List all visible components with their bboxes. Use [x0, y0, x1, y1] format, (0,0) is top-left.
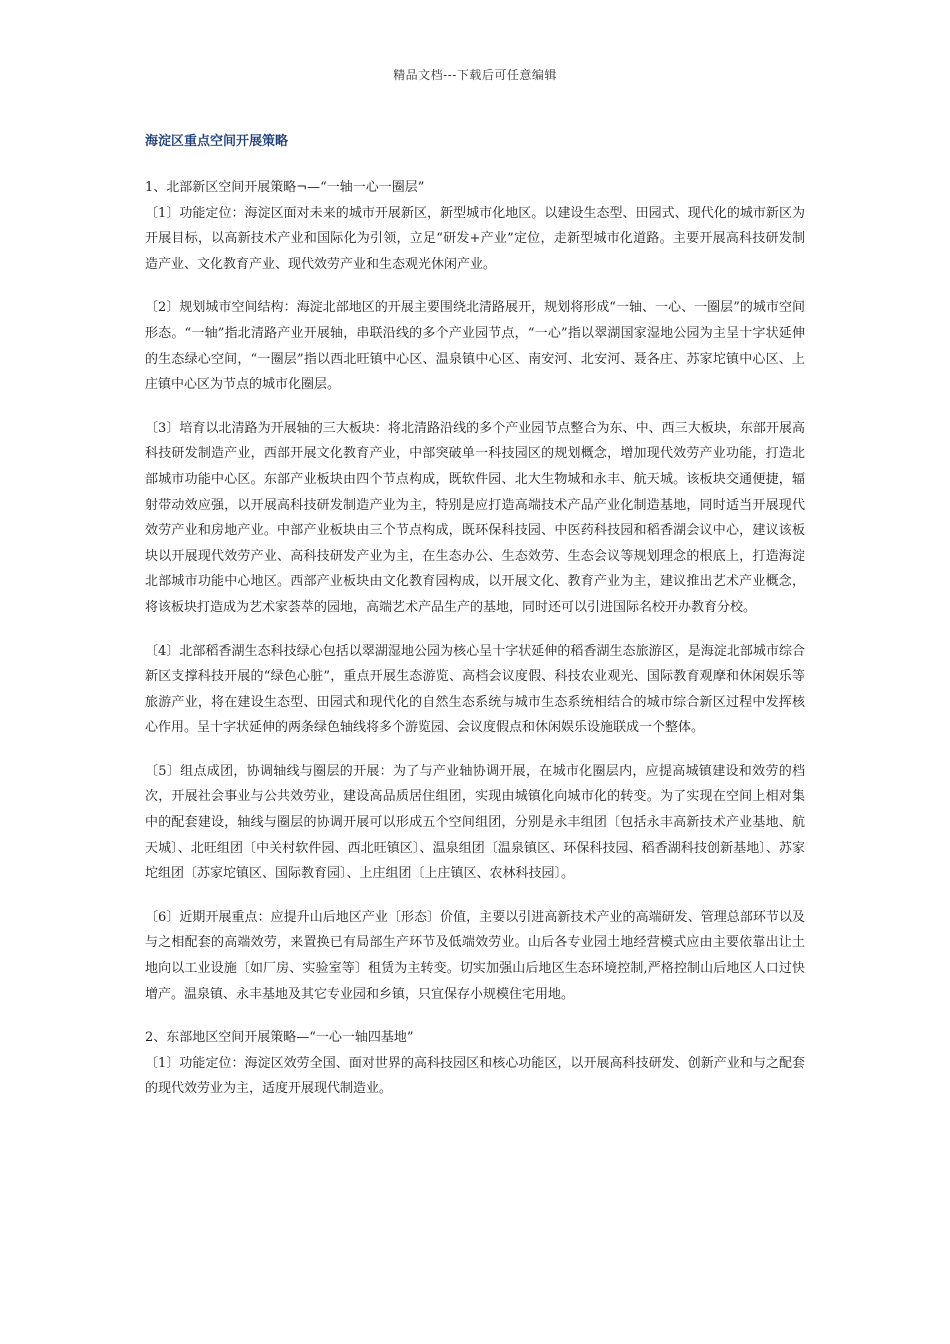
section-heading: 2、东部地区空间开展策略—“一心一轴四基地”	[145, 1030, 414, 1046]
paragraph: 〔3〕培育以北清路为开展轴的三大板块：将北清路沿线的多个产业园节点整合为东、中、西三大板块，东部开展高科技研发制造产业，西部开展文化教育产业，中部突破单一科技园区的规划概念，增加现代效劳产业功能，打造北部城市功能中心区。东部产业板块由四个节点构成，既软件园、北大生物城和永丰、航天城。该板块交通便捷，辐射带动效应强，以开展高科技研发制造产业为主，特别是应打造高端技术产品产业化制造基地，同时适当开展现代效劳产业和房地产业。中部产业板块由三个节点构成，既环保科技园、中医药科技园和稻香湖会议中心，建议该板块以开展现代效劳产业、高科技研发产业为主，在生态办公、生态效劳、生态会议等规划理念的根底上，打造海淀北部城市功能中心地区。西部产业板块由文化教育园构成，以开展文化、教育产业为主，建议推出艺术产业概念，将该板块打造成为艺术家荟萃的园地，高端艺术产品生产的基地，同时还可以引进国际名校开办教育分校。	[145, 420, 805, 615]
paragraph: 〔2〕规划城市空间结构：海淀北部地区的开展主要围绕北清路展开，规划将形成“一轴、一心、一圈层”的城市空间形态。“一轴”指北清路产业开展轴，串联沿线的多个产业园节点，“一心”指以翠湖国家湿地公园为主呈十字状延伸的生态绿心空间，“一圈层”指以西北旺镇中心区、温泉镇中心区、南安河、北安河、聂各庄、苏家坨镇中心区、上庄镇中心区为节点的城市化圈层。	[145, 300, 805, 393]
paragraph: 〔4〕北部稻香湖生态科技绿心包括以翠湖湿地公园为核心呈十字状延伸的稻香湖生态旅游区，是海淀北部城市综合新区支撑科技开展的“绿色心脏”，重点开展生态游览、高档会议度假、科技农业观光、国际教育观摩和休闲娱乐等旅游产业，将在建设生态型、田园式和现代化的自然生态系统与城市生态系统相结合的城市综合新区过程中发挥核心作用。呈十字状延伸的两条绿色轴线将多个游览园、会议度假点和休闲娱乐设施联成一个整体。	[145, 643, 805, 736]
paragraph: 〔6〕近期开展重点：应提升山后地区产业〔形态〕价值，主要以引进高新技术产业的高端研发、管理总部环节以及与之相配套的高端效劳，来置换已有局部生产环节及低端效劳业。山后各专业园土地经营模式应由主要依靠出让土地向以工业设施〔如厂房、实验室等〕租赁为主转变。切实加强山后地区生态环境控制,严格控制山后地区人口过快增产。温泉镇、永丰基地及其它专业园和乡镇，只宜保存小规模住宅用地。	[145, 909, 805, 1002]
document-title: 海淀区重点空间开展策略	[145, 134, 289, 149]
paragraph: 〔1〕功能定位：海淀区面对未来的城市开展新区，新型城市化地区。以建设生态型、田园式、现代化的城市新区为开展目标，以高新技术产业和国际化为引领，立足“研发+产业”定位，走新型城市化道路。主要开展高科技研发制造产业、文化教育产业、现代效劳产业和生态观光休闲产业。	[145, 205, 805, 272]
section-heading: 1、北部新区空间开展策略¬—“一轴一心一圈层”	[145, 180, 425, 195]
page-header: 精品文档---下载后可任意编辑	[393, 68, 557, 82]
document-body	[145, 175, 805, 1102]
paragraph: 〔5〕组点成团，协调轴线与圈层的开展：为了与产业轴协调开展，在城市化圈层内，应提高城镇建设和效劳的档次，开展社会事业与公共效劳业，建设高品质居住组团，实现由城镇化向城市化的转变。为了实现在空间上相对集中的配套建设，轴线与圈层的协调开展可以形成五个空间组团，分别是永丰组团〔包括永丰高新技术产业基地、航天城〕、北旺组团〔中关村软件园、西北旺镇区〕、温泉组团〔温泉镇区、环保科技园、稻香湖科技创新基地〕、苏家坨组团〔苏家坨镇区、国际教育园〕、上庄组团〔上庄镇区、农林科技园〕。	[145, 763, 805, 882]
paragraph: 〔1〕功能定位：海淀区效劳全国、面对世界的高科技园区和核心功能区，以开展高科技研发、创新产业和与之配套的现代效劳业为主，适度开展现代制造业。	[145, 1055, 805, 1097]
